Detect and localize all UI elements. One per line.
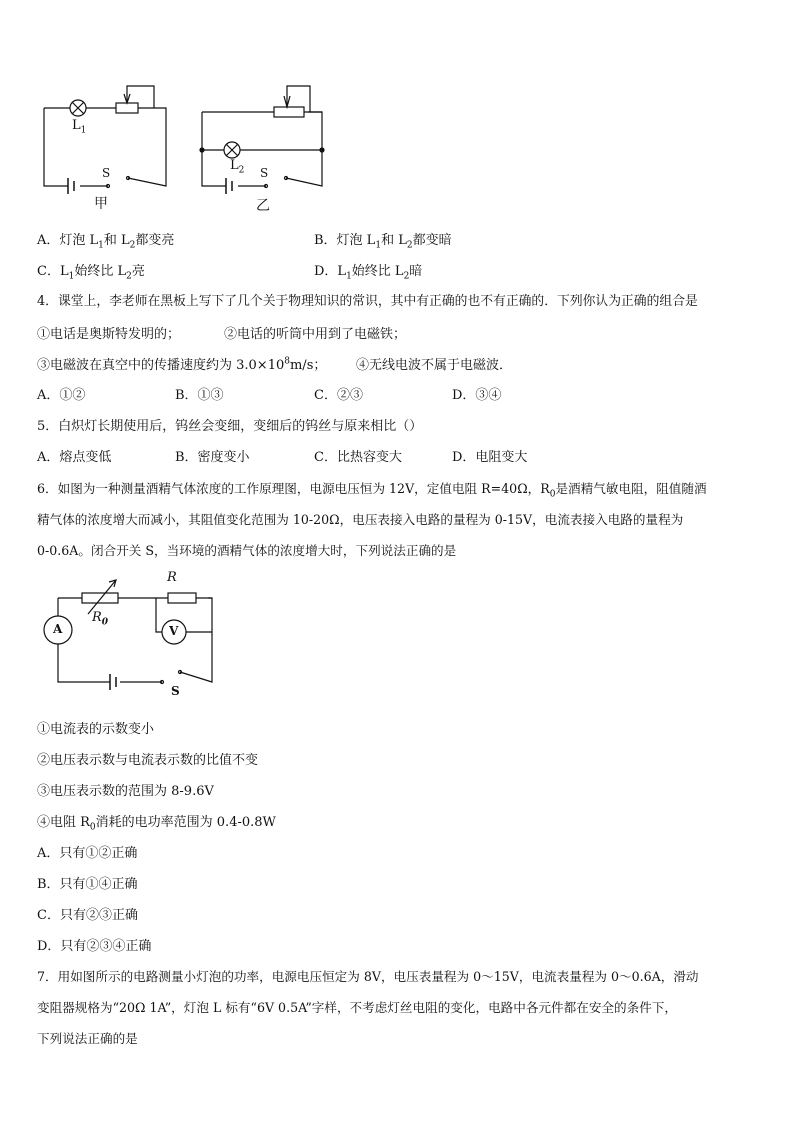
- label-jia: 甲: [94, 196, 108, 212]
- q6-option-c: C．只有②③正确: [37, 908, 138, 923]
- q6-stem-line3: 0-0.6A。闭合开关 S，当环境的酒精气体的浓度增大时，下列说法正确的是: [37, 543, 457, 558]
- q5-stem: 5．白炽灯长期使用后，钨丝会变细，变细后的钨丝与原来相比（）: [37, 419, 423, 434]
- q6-statement-1: ①电流表的示数变小: [37, 722, 155, 737]
- variable-arrow-icon: [88, 580, 116, 614]
- q6-label-a: A: [53, 622, 63, 636]
- label-s-yi: S: [260, 166, 269, 180]
- resistor-r-icon: [168, 593, 196, 603]
- q3-circuit-figures: [30, 78, 350, 218]
- q7-stem-line3: 下列说法正确的是: [37, 1031, 138, 1046]
- q6-option-a: A．只有①②正确: [37, 846, 138, 861]
- q5-option-a: A．熔点变低: [37, 450, 112, 465]
- q3-option-a: A．灯泡 $L_1$和 $L_2$都变亮: [37, 233, 175, 251]
- q5-option-b: B．密度变小: [175, 450, 250, 465]
- q4-statement-1: ①电话是奥斯特发明的；: [37, 327, 181, 342]
- q4-statement-4: ④无线电波不属于电磁波．: [356, 358, 513, 373]
- q6-option-d: D．只有②③④正确: [37, 939, 152, 954]
- q6-label-s: S: [171, 684, 180, 698]
- q7-stem-line2: 变阻器规格为“20Ω 1A”，灯泡 L 标有“6V 0.5A”字样，不考虑灯丝电阻的变化，电路中各元件都在安全的条件下，: [37, 1000, 677, 1015]
- q5-option-d: D．电阻变大: [452, 450, 528, 465]
- q4-option-c: C．②③: [314, 388, 363, 403]
- label-s-jia: S: [102, 166, 111, 180]
- q6-stem-line1: 6．如图为一种测量酒精气体浓度的工作原理图，电源电压恒为 12V，定值电阻 R=40Ω，$R_0$是酒精气敏电阻，阻值随酒: [37, 481, 707, 500]
- q4-stem: 4．课堂上，李老师在黑板上写下了几个关于物理知识的常识，其中有正确的也不有正确的．下列你认为正确的组合是: [37, 294, 698, 309]
- label-l2: $L_2$: [230, 158, 245, 176]
- label-yi: 乙: [256, 198, 270, 214]
- q6-statement-2: ②电压表示数与电流表示数的比值不变: [37, 753, 259, 768]
- q5-option-c: C．比热容变大: [314, 450, 402, 465]
- q3-option-c: C．$L_1$始终比 $L_2$亮: [37, 264, 145, 282]
- label-l1: $L_1$: [72, 118, 87, 136]
- q6-option-b: B．只有①④正确: [37, 877, 138, 892]
- q6-stem-line2: 精气体的浓度增大而减小，其阻值变化范围为 10-20Ω，电压表接入电路的量程为 0-15V，电流表接入电路的量程为: [37, 512, 684, 527]
- q4-option-b: B．①③: [175, 388, 224, 403]
- q7-stem-line1: 7．用如图所示的电路测量小灯泡的功率，电源电压恒定为 8V，电压表量程为 0～15V，电流表量程为 0～0.6A，滑动: [37, 969, 699, 984]
- rheostat-yi-icon: [274, 107, 304, 117]
- q6-label-r0: $R_0$: [92, 610, 109, 628]
- q3-option-d: D．$L_1$始终比 $L_2$暗: [314, 264, 423, 282]
- q4-option-a: A．①②: [37, 388, 86, 403]
- q6-circuit-figure: [36, 568, 226, 698]
- q6-statement-4: ④电阻 $R_0$消耗的电功率范围为 0.4-0.8W: [37, 815, 276, 833]
- q6-label-v: V: [169, 624, 179, 638]
- q4-option-d: D．③④: [452, 388, 502, 403]
- q4-statement-3: ③电磁波在真空中的传播速度约为 $3.0\times 10^8m/s$；: [37, 356, 327, 373]
- q6-label-r: R: [167, 570, 177, 585]
- q4-statement-2: ②电话的听筒中用到了电磁铁；: [224, 327, 407, 342]
- q6-statement-3: ③电压表示数的范围为 8-9.6V: [37, 784, 214, 799]
- resistor-r0-icon: [82, 593, 118, 603]
- q3-option-b: B．灯泡 $L_1$和 $L_2$都变暗: [314, 233, 452, 251]
